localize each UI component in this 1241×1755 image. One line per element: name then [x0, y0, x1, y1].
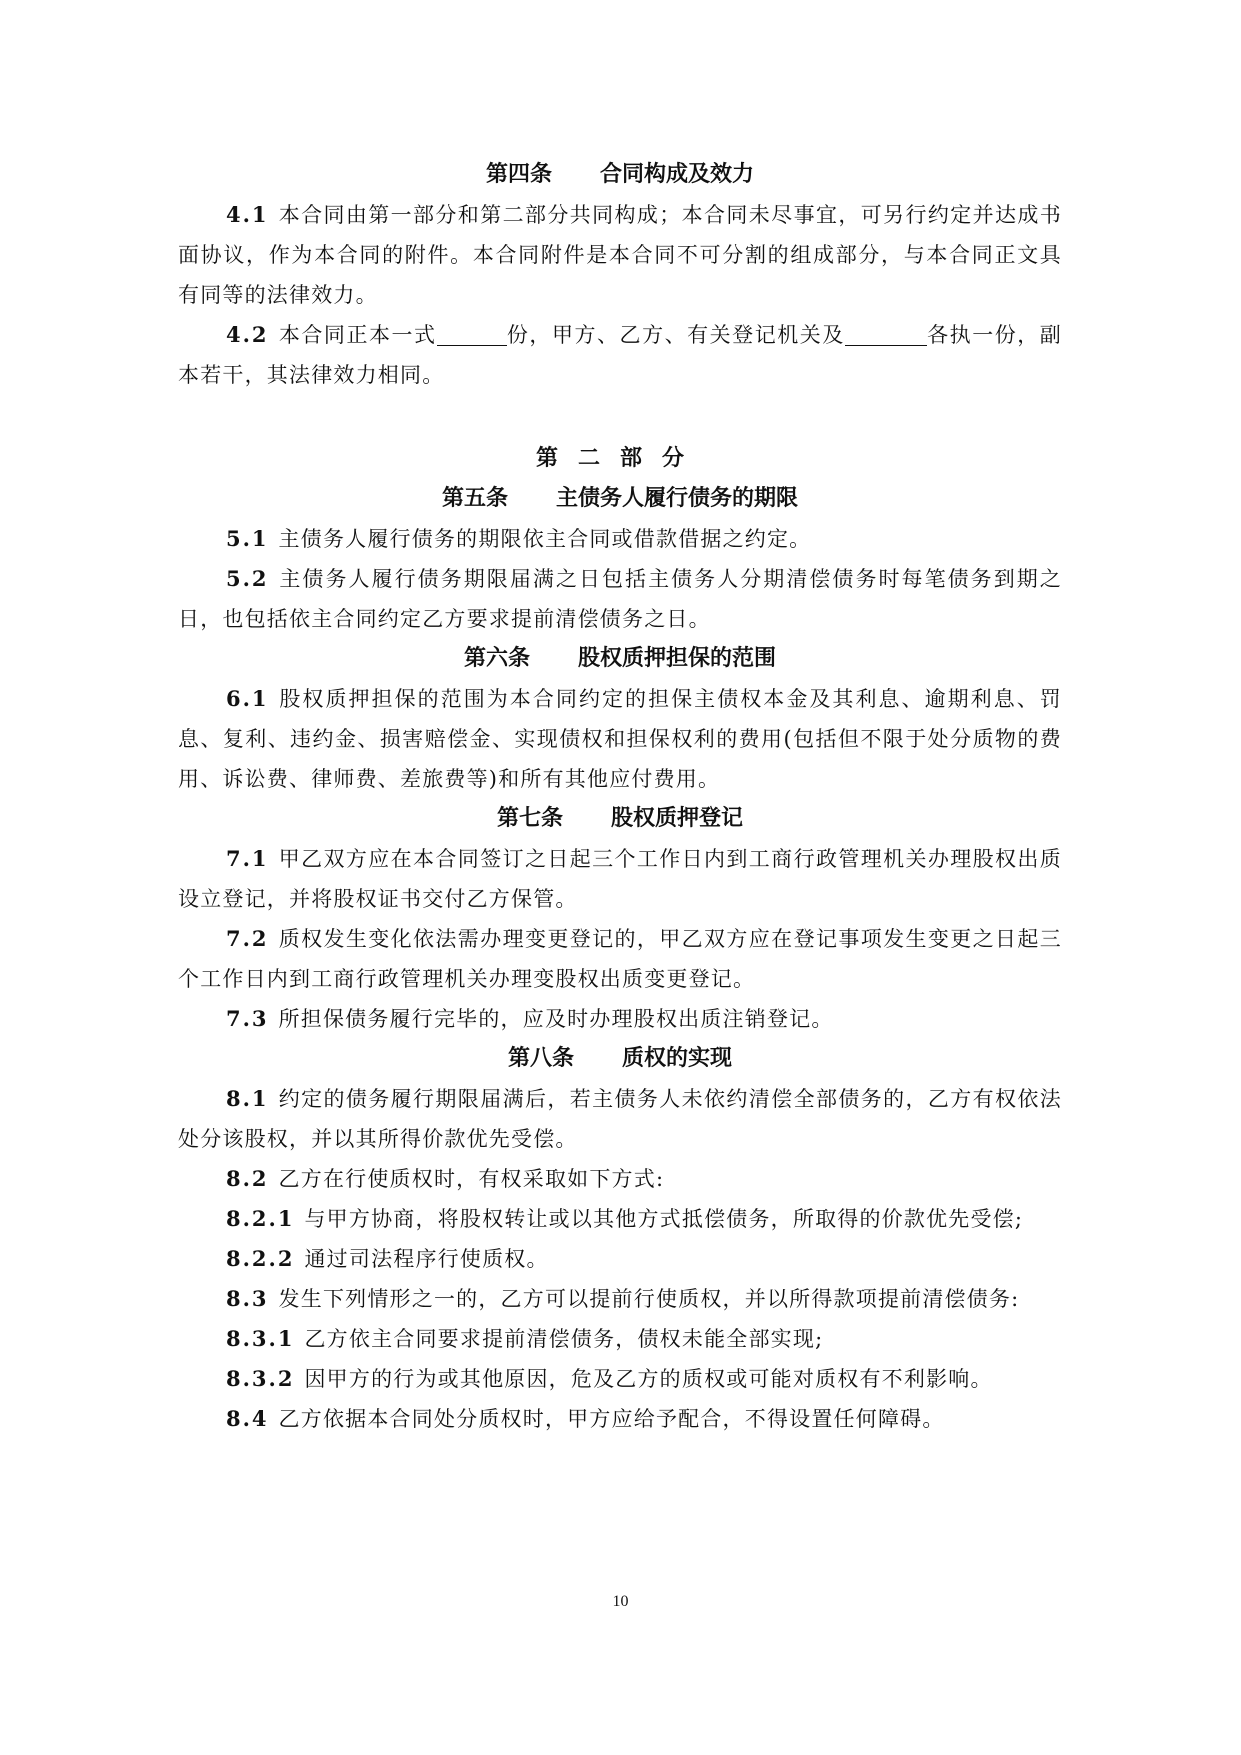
clause-5-1 — [178, 519, 1062, 559]
article-title: 主债务人履行债务的期限 — [556, 486, 799, 511]
article-number: 第五条 — [441, 486, 508, 511]
clause-text: 因甲方的行为或其他原因，危及乙方的质权或可能对质权有不利影响。 — [304, 1367, 993, 1391]
clause-number: 5.2 — [226, 566, 269, 591]
clause-8-3-1 — [178, 1319, 1062, 1359]
fill-in-blank — [845, 321, 927, 346]
clause-number: 8.4 — [226, 1406, 269, 1431]
clause-7-1 — [178, 839, 1062, 919]
clause-number: 8.2 — [226, 1166, 269, 1191]
clause-text: 主债务人履行债务的期限依主合同或借款借据之约定。 — [278, 527, 812, 551]
document-body — [178, 155, 1062, 1439]
clause-text: 本合同正本一式 — [278, 323, 437, 347]
clause-text: 份，甲方、乙方、有关登记机关及 — [506, 323, 845, 347]
clause-6-1 — [178, 679, 1062, 799]
article-number: 第八条 — [507, 1046, 574, 1071]
clause-text: 与甲方协商，将股权转让或以其他方式抵偿债务，所取得的价款优先受偿; — [304, 1207, 1024, 1231]
clause-8-1 — [178, 1079, 1062, 1159]
fill-in-blank — [437, 321, 507, 346]
clause-number: 8.2.1 — [226, 1206, 295, 1231]
article-6-heading — [178, 639, 1062, 679]
clause-8-2-2 — [178, 1239, 1062, 1279]
clause-5-2 — [178, 559, 1062, 639]
clause-text: 主债务人履行债务期限届满之日包括主债务人分期清偿债务时每笔债务到期之日，也包括依主合同约定乙方要求提前清偿债务之日。 — [178, 567, 1062, 631]
article-title: 合同构成及效力 — [600, 162, 755, 187]
page-number: 10 — [612, 1593, 629, 1610]
clause-text: 所担保债务履行完毕的，应及时办理股权出质注销登记。 — [278, 1007, 834, 1031]
clause-text: 乙方依主合同要求提前清偿债务，债权未能全部实现; — [304, 1327, 824, 1351]
clause-8-2 — [178, 1159, 1062, 1199]
part-two-heading: 第二部分 — [535, 446, 704, 471]
clause-text: 质权发生变化依法需办理变更登记的，甲乙双方应在登记事项发生变更之日起三个工作日内到工商行政管理机关办理变股权出质变更登记。 — [178, 927, 1062, 991]
article-number: 第七条 — [496, 806, 563, 831]
clause-number: 6.1 — [226, 686, 269, 711]
clause-number: 8.1 — [226, 1086, 269, 1111]
clause-8-3 — [178, 1279, 1062, 1319]
clause-number: 5.1 — [226, 526, 269, 551]
article-title: 股权质押登记 — [611, 806, 744, 831]
clause-number: 8.3.2 — [226, 1366, 295, 1391]
clause-number: 8.3 — [226, 1286, 269, 1311]
clause-number: 4.2 — [226, 322, 269, 347]
clause-7-3 — [178, 999, 1062, 1039]
clause-8-4 — [178, 1399, 1062, 1439]
clause-text: 股权质押担保的范围为本合同约定的担保主债权本金及其利息、逾期利息、罚息、复利、违约金、损害赔偿金、实现债权和担保权利的费用(包括但不限于处分质物的费用、诉讼费、律师费、差旅费等)和所有其他应付费用。 — [178, 687, 1062, 791]
article-number: 第六条 — [463, 646, 530, 671]
clause-text: 乙方依据本合同处分质权时，甲方应给予配合，不得设置任何障碍。 — [278, 1407, 945, 1431]
article-8-heading — [178, 1039, 1062, 1079]
clause-8-2-1 — [178, 1199, 1062, 1239]
clause-text: 本合同由第一部分和第二部分共同构成；本合同未尽事宜，可另行约定并达成书面协议，作为本合同的附件。本合同附件是本合同不可分割的组成部分，与本合同正文具有同等的法律效力。 — [178, 203, 1062, 307]
clause-text: 约定的债务履行期限届满后，若主债务人未依约清偿全部债务的，乙方有权依法处分该股权，并以其所得价款优先受偿。 — [178, 1087, 1062, 1151]
clause-8-3-2 — [178, 1359, 1062, 1399]
clause-text: 发生下列情形之一的，乙方可以提前行使质权，并以所得款项提前清偿债务: — [278, 1287, 1020, 1311]
clause-text: 甲乙双方应在本合同签订之日起三个工作日内到工商行政管理机关办理股权出质设立登记，并将股权证书交付乙方保管。 — [178, 847, 1062, 911]
clause-number: 7.3 — [226, 1006, 269, 1031]
article-number: 第四条 — [485, 162, 552, 187]
clause-number: 7.1 — [226, 846, 269, 871]
clause-text: 各执一份，副本若干，其法律效力相同。 — [178, 323, 1062, 387]
clause-4-2 — [178, 315, 1062, 395]
clause-number: 7.2 — [226, 926, 269, 951]
clause-number: 8.2.2 — [226, 1246, 295, 1271]
clause-number: 8.3.1 — [226, 1326, 295, 1351]
clause-7-2 — [178, 919, 1062, 999]
clause-number: 4.1 — [226, 202, 269, 227]
article-4-heading — [178, 155, 1062, 195]
clause-text: 通过司法程序行使质权。 — [304, 1247, 549, 1271]
clause-text: 乙方在行使质权时，有权采取如下方式: — [278, 1167, 665, 1191]
article-7-heading — [178, 799, 1062, 839]
clause-4-1 — [178, 195, 1062, 315]
article-title: 股权质押担保的范围 — [578, 646, 777, 671]
article-title: 质权的实现 — [622, 1046, 733, 1071]
article-5-heading — [178, 479, 1062, 519]
